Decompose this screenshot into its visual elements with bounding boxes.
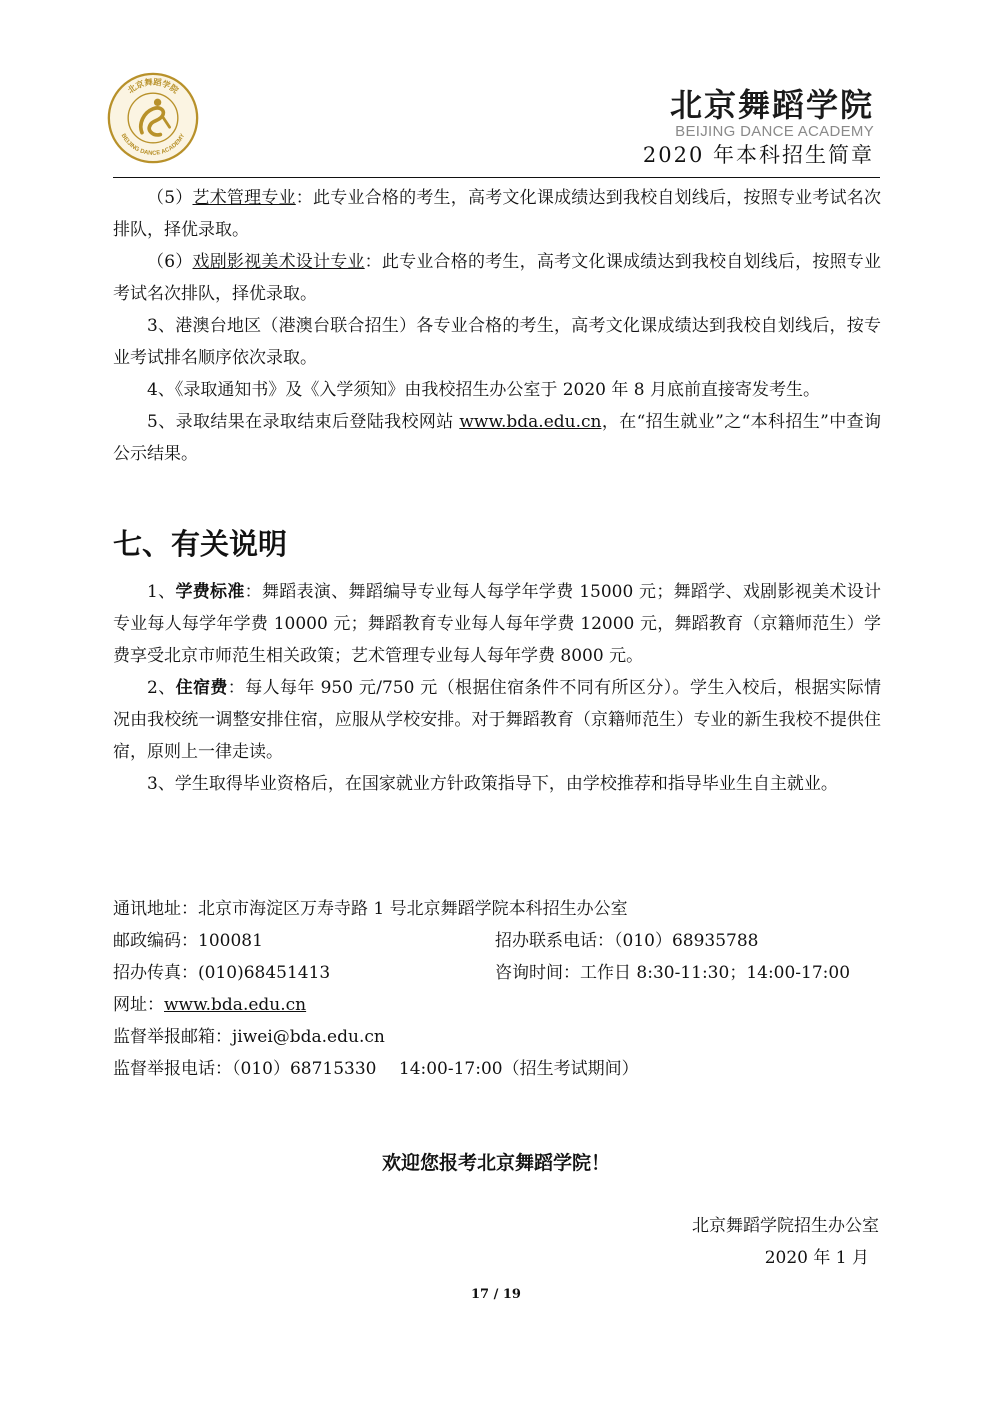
paragraph-tuition: 1、学费标准：舞蹈表演、舞蹈编导专业每人每学年学费 15000 元；舞蹈学、戏剧影视美术设计专业每人每学年学费 10000 元；舞蹈教育专业每人每年学费 12000 元，舞蹈教育（京籍师范生）学费享受北京市师范生相关政策；艺术管理专业每人每年学费 8000 元。 — [113, 582, 881, 666]
paragraph-results-query: 5、录取结果在录取结束后登陆我校网站 www.bda.edu.cn，在“招生就业”之“本科招生”中查询公示结果。 — [113, 412, 881, 464]
contact-row-fax — [113, 957, 881, 989]
contact-phone: 招办联系电话：（010）68935788 — [495, 931, 759, 951]
brand-name-cn: 北京舞蹈学院 — [669, 86, 874, 124]
contact-website-link[interactable]: www.bda.edu.cn — [164, 995, 307, 1015]
section-notes — [113, 576, 881, 800]
contact-report-phone: 监督举报电话：（010）68715330 14:00-17:00（招生考试期间） — [113, 1059, 639, 1079]
paragraph-accommodation: 2、住宿费：每人每年 950 元/750 元（根据住宿条件不同有所区分）。学生入校后，根据实际情况由我校统一调整安排住宿，应服从学校安排。对于舞蹈教育（京籍师范生）专业的新生我校不提供住宿，原则上一律走读。 — [113, 678, 881, 762]
brand-block — [643, 88, 874, 168]
accommodation-label: 住宿费 — [175, 678, 228, 698]
paragraph-hk-macao-taiwan: 3、港澳台地区（港澳台联合招生）各专业合格的考生，高考文化课成绩达到我校自划线后，按专业考试排名顺序依次录取。 — [113, 316, 881, 368]
major-stage-design: 戏剧影视美术设计专业 — [192, 252, 365, 272]
contact-email: 监督举报邮箱：jiwei@bda.edu.cn — [113, 1027, 385, 1047]
contact-website-row: 网址：www.bda.edu.cn — [113, 995, 307, 1015]
admission-rules — [113, 182, 881, 470]
signature-office: 北京舞蹈学院招生办公室 — [692, 1216, 879, 1236]
paragraph-stage-design: （6）戏剧影视美术设计专业：此专业合格的考生，高考文化课成绩达到我校自划线后，按照专业考试名次排队，择优录取。 — [113, 252, 882, 304]
section-title: 七、有关说明 — [113, 527, 288, 561]
brand-name-en: BEIJING DANCE ACADEMY — [675, 123, 874, 140]
contact-address: 通讯地址：北京市海淀区万寿寺路 1 号北京舞蹈学院本科招生办公室 — [113, 899, 628, 919]
seal-top-text: 北京舞蹈学院 — [125, 76, 181, 96]
website-link[interactable]: www.bda.edu.cn — [459, 412, 602, 432]
tuition-label: 学费标准 — [175, 582, 245, 602]
major-arts-management: 艺术管理专业 — [192, 188, 296, 208]
academy-seal-logo — [107, 72, 199, 164]
contact-fax: 招办传真：(010)68451413 — [113, 963, 331, 983]
paragraph-arts-management: （5）艺术管理专业：此专业合格的考生，高考文化课成绩达到我校自划线后，按照专业考试名次排队，择优录取。 — [113, 188, 882, 240]
contact-postcode: 邮政编码：100081 — [113, 931, 263, 951]
paragraph-admission-notice: 4、《录取通知书》及《入学须知》由我校招生办公室于 2020 年 8 月底前直接寄发考生。 — [147, 380, 821, 400]
contact-info — [113, 893, 881, 1085]
page-number: 17 / 19 — [471, 1287, 521, 1302]
signature-block — [692, 1210, 879, 1274]
welcome-message: 欢迎您报考北京舞蹈学院！ — [381, 1152, 610, 1174]
signature-date: 2020 年 1 月 — [764, 1248, 869, 1268]
header-divider — [113, 177, 880, 178]
contact-hours: 咨询时间：工作日 8:30-11:30；14:00-17:00 — [495, 963, 851, 983]
contact-row-postcode — [113, 925, 881, 957]
paragraph-employment: 3、学生取得毕业资格后，在国家就业方针政策指导下，由学校推荐和指导毕业生自主就业。 — [147, 774, 838, 794]
seal-bottom-text: BEIJING DANCE ACADEMY — [119, 133, 187, 157]
brochure-subtitle: 2020 年本科招生简章 — [642, 143, 874, 167]
